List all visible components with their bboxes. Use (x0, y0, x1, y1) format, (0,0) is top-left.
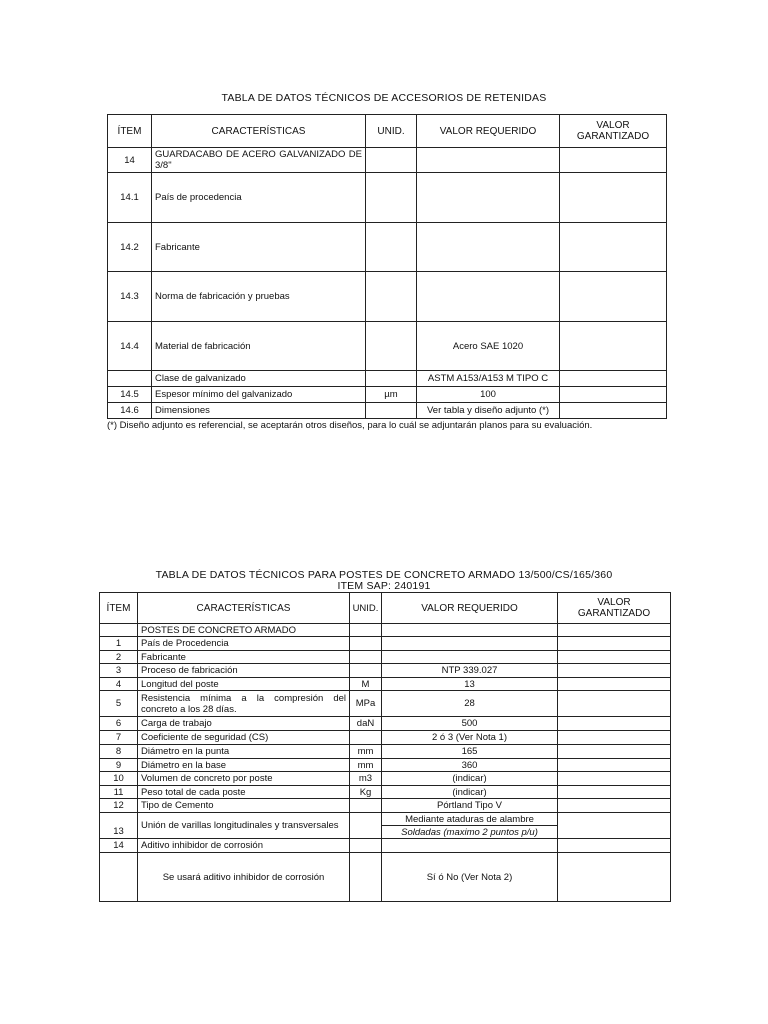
table-row (108, 173, 667, 223)
table2-subtitle: ITEM SAP: 240191 (337, 580, 431, 592)
row-desc: Se usará aditivo inhibidor de corrosión (138, 853, 350, 902)
row-item: 8 (100, 745, 138, 759)
table-row (108, 272, 667, 322)
header-item: ÍTEM (100, 593, 138, 624)
row-garantizado (558, 624, 671, 637)
row-garantizado (560, 223, 667, 272)
table-row (100, 759, 671, 772)
row-garantizado (560, 403, 667, 419)
row-garantizado (558, 759, 671, 772)
table-row (100, 691, 671, 717)
table1-footnote: (*) Diseño adjunto es referencial, se aceptarán otros diseños, para lo cuál se adjuntarán planos para su evaluación. (107, 420, 593, 431)
row-desc: Fabricante (138, 651, 350, 664)
row-item: 11 (100, 786, 138, 799)
table1-title: TABLA DE DATOS TÉCNICOS DE ACCESORIOS DE RETENIDAS (221, 92, 547, 104)
row-garantizado (558, 839, 671, 853)
row-valor: 500 (382, 717, 558, 731)
row-garantizado (558, 853, 671, 902)
row-unid (350, 731, 382, 745)
row-valor: 13 (382, 678, 558, 691)
row-item: 13 (100, 813, 138, 839)
table2-title: TABLA DE DATOS TÉCNICOS PARA POSTES DE CONCRETO ARMADO 13/500/CS/165/360 (155, 569, 613, 581)
table-header-row (108, 115, 667, 148)
row-item: 14.2 (108, 223, 152, 272)
accessories-table (107, 114, 667, 419)
table-row (108, 322, 667, 371)
posts-table (99, 592, 671, 902)
row-unid: daN (350, 717, 382, 731)
row-unid (350, 799, 382, 813)
row-valor (417, 148, 560, 173)
row-item: 14.6 (108, 403, 152, 419)
table-row (100, 799, 671, 813)
row-garantizado (558, 678, 671, 691)
table-row (100, 772, 671, 786)
row-desc: Diámetro en la punta (138, 745, 350, 759)
table-row (108, 371, 667, 387)
row-item: 14.1 (108, 173, 152, 223)
row-item: 7 (100, 731, 138, 745)
row-item: 2 (100, 651, 138, 664)
row-garantizado (560, 387, 667, 403)
table-row (100, 637, 671, 651)
row-item: 14 (100, 839, 138, 853)
row-unid (350, 624, 382, 637)
row-desc: Aditivo inhibidor de corrosión (138, 839, 350, 853)
row-garantizado (560, 322, 667, 371)
header-valor-garantizado: VALOR GARANTIZADO (558, 593, 671, 624)
row-valor: Acero SAE 1020 (417, 322, 560, 371)
row-unid (366, 223, 417, 272)
row-garantizado (558, 731, 671, 745)
row-desc: Carga de trabajo (138, 717, 350, 731)
row-garantizado (560, 371, 667, 387)
row-valor (382, 624, 558, 637)
row-garantizado (560, 272, 667, 322)
row-garantizado (558, 691, 671, 717)
row-valor: ASTM A153/A153 M TIPO C (417, 371, 560, 387)
row-valor (417, 272, 560, 322)
table-row (100, 664, 671, 678)
row-unid: m3 (350, 772, 382, 786)
row-unid: MPa (350, 691, 382, 717)
header-caracteristicas: CARACTERÍSTICAS (152, 115, 366, 148)
row-item: 14 (108, 148, 152, 173)
row-item: 10 (100, 772, 138, 786)
row-item: 3 (100, 664, 138, 678)
row-valor (382, 637, 558, 651)
row-unid: mm (350, 759, 382, 772)
row-garantizado (558, 772, 671, 786)
header-valor-requerido: VALOR REQUERIDO (382, 593, 558, 624)
row-garantizado (558, 799, 671, 813)
table-row (108, 387, 667, 403)
row-desc: País de Procedencia (138, 637, 350, 651)
row-desc: Peso total de cada poste (138, 786, 350, 799)
row-desc: GUARDACABO DE ACERO GALVANIZADO DE 3/8" (152, 148, 366, 173)
row-unid (350, 853, 382, 902)
table-row (100, 731, 671, 745)
row-item (100, 853, 138, 902)
table-row (100, 624, 671, 637)
row-valor: (indicar) (382, 786, 558, 799)
table-row (100, 717, 671, 731)
table-row (100, 786, 671, 799)
table-row (108, 223, 667, 272)
header-caracteristicas: CARACTERÍSTICAS (138, 593, 350, 624)
row-valor: 28 (382, 691, 558, 717)
row-unid (350, 813, 382, 839)
row-valor (417, 223, 560, 272)
row-item: 14.4 (108, 322, 152, 371)
row-garantizado (558, 651, 671, 664)
row-unid: µm (366, 387, 417, 403)
row-unid (366, 148, 417, 173)
row-desc: Unión de varillas longitudinales y transversales (138, 813, 350, 839)
row-desc: Clase de galvanizado (152, 371, 366, 387)
row-unid: mm (350, 745, 382, 759)
row-desc: Fabricante (152, 223, 366, 272)
row-item: 1 (100, 637, 138, 651)
row-valor-b: Soldadas (maximo 2 puntos p/u) (382, 826, 558, 839)
header-valor-requerido: VALOR REQUERIDO (417, 115, 560, 148)
row-unid (350, 637, 382, 651)
row-desc: Tipo de Cemento (138, 799, 350, 813)
row-unid (366, 371, 417, 387)
row-item: 4 (100, 678, 138, 691)
table-header-row (100, 593, 671, 624)
row-item: 9 (100, 759, 138, 772)
table-row (100, 745, 671, 759)
table-row (100, 813, 671, 826)
table-row (108, 403, 667, 419)
row-unid (350, 664, 382, 678)
row-desc: Material de fabricación (152, 322, 366, 371)
row-desc: Coeficiente de seguridad (CS) (138, 731, 350, 745)
row-desc: Norma de fabricación y pruebas (152, 272, 366, 322)
row-desc: Diámetro en la base (138, 759, 350, 772)
row-valor: NTP 339.027 (382, 664, 558, 678)
row-desc: Resistencia mínima a la compresión del concreto a los 28 días. (138, 691, 350, 717)
row-item: 5 (100, 691, 138, 717)
row-unid (350, 839, 382, 853)
row-garantizado (558, 637, 671, 651)
row-unid: Kg (350, 786, 382, 799)
row-desc: Espesor mínimo del galvanizado (152, 387, 366, 403)
row-garantizado (558, 813, 671, 839)
row-desc: Volumen de concreto por poste (138, 772, 350, 786)
row-valor: (indicar) (382, 772, 558, 786)
row-valor-a: Mediante ataduras de alambre (382, 813, 558, 826)
row-item: 14.5 (108, 387, 152, 403)
row-unid (366, 322, 417, 371)
row-item: 14.3 (108, 272, 152, 322)
table-row (100, 839, 671, 853)
row-valor: Ver tabla y diseño adjunto (*) (417, 403, 560, 419)
row-unid (366, 272, 417, 322)
header-unid: UNID. (350, 593, 382, 624)
row-unid (350, 651, 382, 664)
row-valor: Pórtland Tipo V (382, 799, 558, 813)
header-item: ÍTEM (108, 115, 152, 148)
table-row (108, 148, 667, 173)
row-valor: 2 ó 3 (Ver Nota 1) (382, 731, 558, 745)
row-valor: 165 (382, 745, 558, 759)
row-item (108, 371, 152, 387)
row-valor (417, 173, 560, 223)
row-item: 12 (100, 799, 138, 813)
row-garantizado (558, 717, 671, 731)
row-unid (366, 173, 417, 223)
row-garantizado (560, 148, 667, 173)
row-garantizado (560, 173, 667, 223)
row-desc: Dimensiones (152, 403, 366, 419)
row-item (100, 624, 138, 637)
row-valor: Sí ó No (Ver Nota 2) (382, 853, 558, 902)
row-desc: Longitud del poste (138, 678, 350, 691)
row-desc: Proceso de fabricación (138, 664, 350, 678)
row-valor: 360 (382, 759, 558, 772)
row-desc: País de procedencia (152, 173, 366, 223)
row-valor: 100 (417, 387, 560, 403)
table-row (100, 853, 671, 902)
row-unid: M (350, 678, 382, 691)
row-desc: POSTES DE CONCRETO ARMADO (138, 624, 350, 637)
table-row (100, 678, 671, 691)
row-item: 6 (100, 717, 138, 731)
row-garantizado (558, 664, 671, 678)
row-garantizado (558, 745, 671, 759)
row-garantizado (558, 786, 671, 799)
row-valor (382, 839, 558, 853)
table-row (100, 651, 671, 664)
row-unid (366, 403, 417, 419)
header-unid: UNID. (366, 115, 417, 148)
header-valor-garantizado: VALOR GARANTIZADO (560, 115, 667, 148)
row-valor (382, 651, 558, 664)
